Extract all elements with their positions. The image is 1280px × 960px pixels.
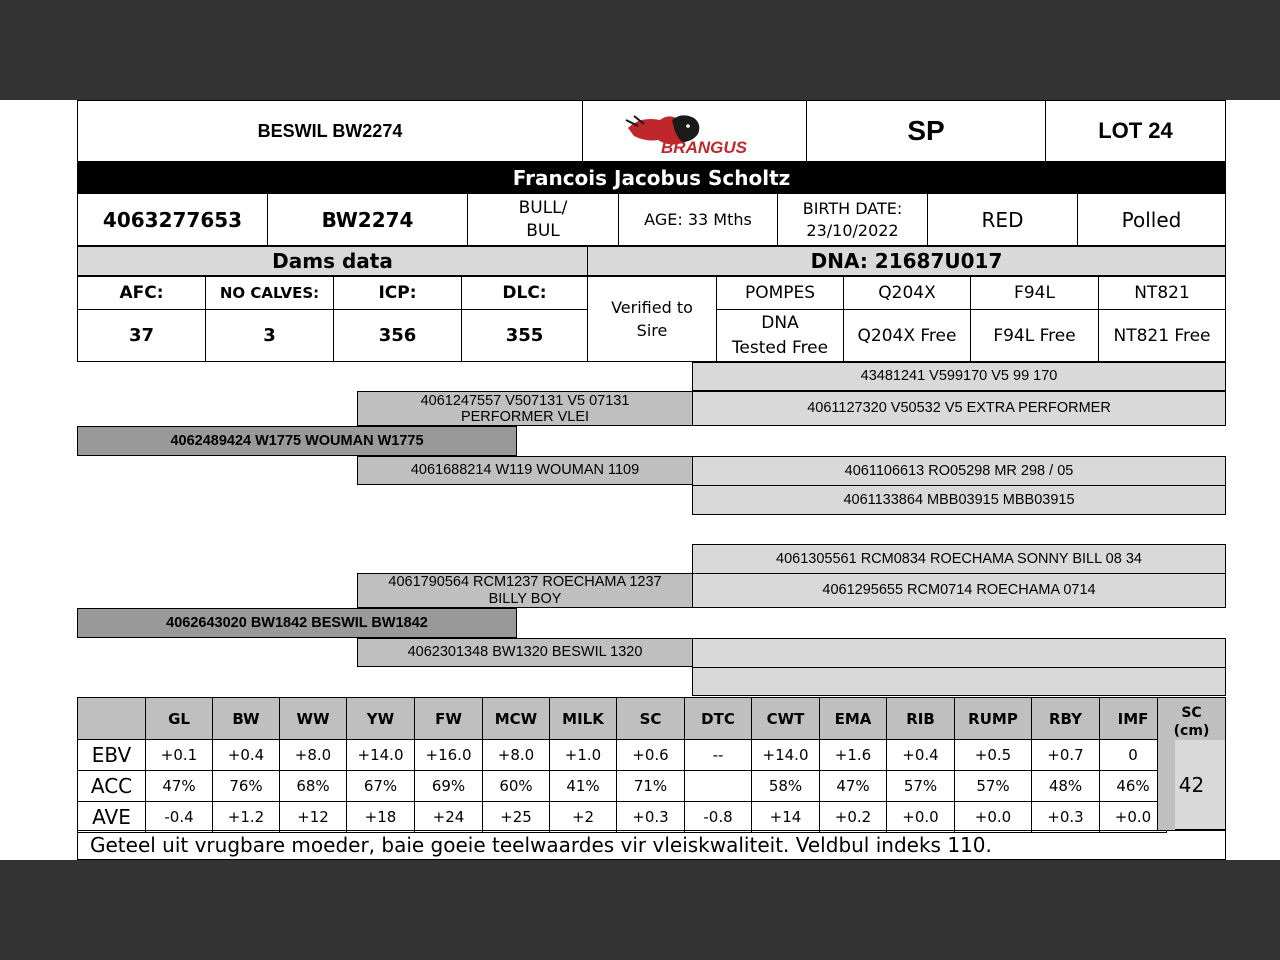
sc-cm-header-line-1: SC bbox=[1181, 705, 1202, 721]
ebv-acc-mcw: 60% bbox=[482, 770, 550, 802]
breeder-name: Francois Jacobus Scholtz bbox=[77, 162, 1226, 193]
ebv-ave-ww: +12 bbox=[279, 801, 347, 833]
birth-date-label: BIRTH DATE: bbox=[802, 198, 903, 218]
pedigree-dam-sire bbox=[357, 573, 693, 608]
catalog-page bbox=[0, 100, 1280, 860]
ebv-ave-dtc: -0.8 bbox=[684, 801, 752, 833]
horn-status: Polled bbox=[1077, 193, 1226, 246]
ebv-ebv-ema: +1.6 bbox=[819, 739, 887, 771]
ebv-ave-rump: +0.0 bbox=[954, 801, 1032, 833]
pedigree-dam: 4062643020 BW1842 BESWIL BW1842 bbox=[77, 608, 517, 638]
ebv-ave-yw: +18 bbox=[346, 801, 415, 833]
sex-line-2: BUL bbox=[526, 220, 560, 241]
ebv-acc-ww: 68% bbox=[279, 770, 347, 802]
sc-cm-value: 42 bbox=[1178, 773, 1205, 797]
ebv-ave-bw: +1.2 bbox=[212, 801, 280, 833]
pedigree-sire-dam: 4061688214 W119 WOUMAN 1109 bbox=[357, 456, 693, 485]
ebv-ebv-milk: +1.0 bbox=[549, 739, 617, 771]
dams-value-no-calves: 3 bbox=[205, 309, 334, 362]
sex-cell bbox=[467, 193, 619, 246]
pedigree-ggp-1: 43481241 V599170 V5 99 170 bbox=[692, 362, 1226, 391]
pedigree-ggp-8 bbox=[692, 667, 1226, 696]
ebv-ebv-rby: +0.7 bbox=[1031, 739, 1100, 771]
ebv-acc-dtc bbox=[684, 770, 752, 802]
ebv-row-label-acc: ACC bbox=[77, 770, 146, 802]
dams-value-icp: 356 bbox=[333, 309, 462, 362]
ebv-ave-milk: +2 bbox=[549, 801, 617, 833]
ebv-ave-ema: +0.2 bbox=[819, 801, 887, 833]
dams-header-no-calves: NO CALVES: bbox=[205, 276, 334, 310]
ebv-acc-ema: 47% bbox=[819, 770, 887, 802]
pedigree-ggp-3: 4061106613 RO05298 MR 298 / 05 bbox=[692, 456, 1226, 486]
dams-header-icp: ICP: bbox=[333, 276, 462, 310]
age: AGE: 33 Mths bbox=[618, 193, 778, 246]
dna-result-f94l: F94L Free bbox=[970, 309, 1099, 362]
ebv-ebv-fw: +16.0 bbox=[414, 739, 483, 771]
colour: RED bbox=[927, 193, 1078, 246]
dna-result-pompes-line-2: Tested Free bbox=[731, 337, 829, 358]
dna-result-pompes-line-1: DNA bbox=[761, 312, 799, 333]
pedigree-dam-dam: 4062301348 BW1320 BESWIL 1320 bbox=[357, 638, 693, 667]
ebv-ave-cwt: +14 bbox=[751, 801, 820, 833]
ebv-acc-cwt: 58% bbox=[751, 770, 820, 802]
ebv-acc-imf: 46% bbox=[1099, 770, 1167, 802]
ebv-header-dtc: DTC bbox=[684, 697, 752, 740]
ebv-ave-rib: +0.0 bbox=[886, 801, 955, 833]
ebv-ebv-rib: +0.4 bbox=[886, 739, 955, 771]
ebv-acc-bw: 76% bbox=[212, 770, 280, 802]
ebv-header-gl: GL bbox=[145, 697, 213, 740]
dams-value-afc: 37 bbox=[77, 309, 206, 362]
verified-line-1: Verified to bbox=[611, 298, 693, 317]
ebv-acc-rib: 57% bbox=[886, 770, 955, 802]
ebv-header-yw: YW bbox=[346, 697, 415, 740]
ebv-ave-fw: +24 bbox=[414, 801, 483, 833]
registration-number: 4063277653 bbox=[77, 193, 268, 246]
ebv-header-blank bbox=[77, 697, 146, 740]
comment: Geteel uit vrugbare moeder, baie goeie teelwaardes vir vleiskwaliteit. Veldbul indeks 110. bbox=[77, 830, 1226, 860]
ebv-header-rump: RUMP bbox=[954, 697, 1032, 740]
ebv-header-imf: IMF bbox=[1099, 697, 1167, 740]
dna-test-f94l: F94L bbox=[970, 276, 1099, 310]
sc-cm-header bbox=[1158, 704, 1225, 740]
dams-header-afc: AFC: bbox=[77, 276, 206, 310]
ebv-acc-milk: 41% bbox=[549, 770, 617, 802]
dna-result-pompes bbox=[716, 309, 844, 362]
ebv-ebv-ww: +8.0 bbox=[279, 739, 347, 771]
pedigree-ggp-7 bbox=[692, 638, 1226, 668]
dams-value-dlc: 355 bbox=[461, 309, 588, 362]
ebv-header-mcw: MCW bbox=[482, 697, 550, 740]
ebv-header-cwt: CWT bbox=[751, 697, 820, 740]
ebv-header-rib: RIB bbox=[886, 697, 955, 740]
pedigree-ggp-5: 4061305561 RCM0834 ROECHAMA SONNY BILL 08 34 bbox=[692, 544, 1226, 574]
bull-head-icon bbox=[620, 106, 770, 156]
ebv-ave-rby: +0.3 bbox=[1031, 801, 1100, 833]
pedigree-sire-sire-line-2: PERFORMER VLEI bbox=[460, 408, 590, 425]
ebv-ebv-mcw: +8.0 bbox=[482, 739, 550, 771]
dna-test-pompes: POMPES bbox=[716, 276, 844, 310]
ebv-header-rby: RBY bbox=[1031, 697, 1100, 740]
pedigree-sire-sire bbox=[357, 391, 693, 426]
ebv-header-milk: MILK bbox=[549, 697, 617, 740]
sc-cm-header-line-2: (cm) bbox=[1173, 723, 1210, 739]
ebv-header-ww: WW bbox=[279, 697, 347, 740]
dna-title: DNA: 21687U017 bbox=[587, 246, 1226, 276]
code-badge: SP bbox=[806, 100, 1046, 162]
ebv-row-label-ave: AVE bbox=[77, 801, 146, 833]
pedigree-ggp-4: 4061133864 MBB03915 MBB03915 bbox=[692, 485, 1226, 515]
dna-test-nt821: NT821 bbox=[1098, 276, 1226, 310]
ebv-acc-rump: 57% bbox=[954, 770, 1032, 802]
ebv-header-ema: EMA bbox=[819, 697, 887, 740]
ebv-ebv-sc: +0.6 bbox=[616, 739, 685, 771]
tag-number: BW2274 bbox=[267, 193, 468, 246]
lot-number: LOT 24 bbox=[1045, 100, 1226, 162]
ebv-ave-mcw: +25 bbox=[482, 801, 550, 833]
ebv-header-bw: BW bbox=[212, 697, 280, 740]
verified-to-sire bbox=[587, 276, 717, 362]
pedigree-ggp-6: 4061295655 RCM0714 ROECHAMA 0714 bbox=[692, 573, 1226, 608]
dna-result-q204x: Q204X Free bbox=[843, 309, 971, 362]
pedigree-sire: 4062489424 W1775 WOUMAN W1775 bbox=[77, 426, 517, 456]
ebv-ebv-imf: 0 bbox=[1099, 739, 1167, 771]
ebv-acc-rby: 48% bbox=[1031, 770, 1100, 802]
ebv-acc-gl: 47% bbox=[145, 770, 213, 802]
ebv-ave-gl: -0.4 bbox=[145, 801, 213, 833]
dams-data-title: Dams data bbox=[77, 246, 588, 276]
verified-line-2: Sire bbox=[636, 321, 668, 340]
ebv-header-sc: SC bbox=[616, 697, 685, 740]
ebv-header-fw: FW bbox=[414, 697, 483, 740]
ebv-ebv-gl: +0.1 bbox=[145, 739, 213, 771]
ebv-acc-yw: 67% bbox=[346, 770, 415, 802]
ebv-ave-imf: +0.0 bbox=[1099, 801, 1167, 833]
ebv-ebv-bw: +0.4 bbox=[212, 739, 280, 771]
ebv-acc-fw: 69% bbox=[414, 770, 483, 802]
logo-text: BRANGUS bbox=[660, 138, 747, 156]
ebv-ave-sc: +0.3 bbox=[616, 801, 685, 833]
dna-test-q204x: Q204X bbox=[843, 276, 971, 310]
brangus-logo bbox=[582, 100, 807, 162]
pedigree-ggp-2: 4061127320 V50532 V5 EXTRA PERFORMER bbox=[692, 391, 1226, 426]
ebv-ebv-rump: +0.5 bbox=[954, 739, 1032, 771]
pedigree-dam-sire-line-1: 4061790564 RCM1237 ROECHAMA 1237 bbox=[388, 573, 662, 590]
ebv-row-label-ebv: EBV bbox=[77, 739, 146, 771]
birth-date-cell bbox=[777, 193, 928, 246]
pedigree-dam-sire-line-2: BILLY BOY bbox=[488, 590, 562, 607]
ebv-ebv-dtc: -- bbox=[684, 739, 752, 771]
ebv-ebv-cwt: +14.0 bbox=[751, 739, 820, 771]
sex-line-1: BULL/ bbox=[518, 197, 568, 218]
animal-name: BESWIL BW2274 bbox=[77, 100, 583, 162]
dna-result-nt821: NT821 Free bbox=[1098, 309, 1226, 362]
pedigree-sire-sire-line-1: 4061247557 V507131 V5 07131 bbox=[420, 392, 630, 409]
ebv-ebv-yw: +14.0 bbox=[346, 739, 415, 771]
dams-header-dlc: DLC: bbox=[461, 276, 588, 310]
birth-date: 23/10/2022 bbox=[806, 220, 899, 240]
ebv-acc-sc: 71% bbox=[616, 770, 685, 802]
